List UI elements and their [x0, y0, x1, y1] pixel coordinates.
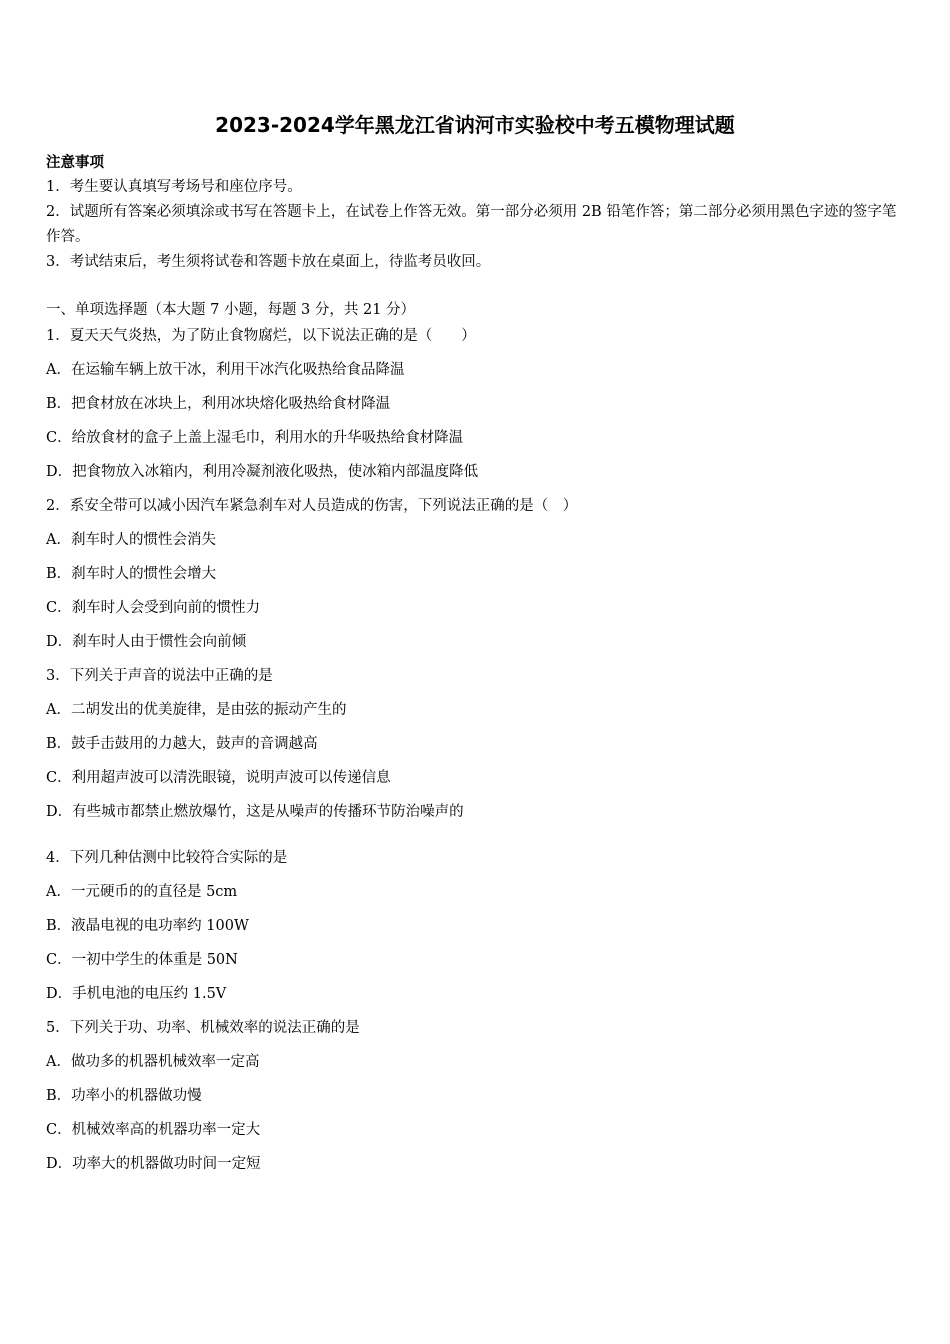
- question-5-stem: 5．下列关于功、功率、机械效率的说法正确的是: [46, 1020, 360, 1036]
- notice-block: [46, 150, 908, 275]
- question-3-option-c: C．利用超声波可以清洗眼镜，说明声波可以传递信息: [46, 770, 391, 786]
- question-1-stem: 1．夏天天气炎热，为了防止食物腐烂，以下说法正确的是（ ）: [46, 328, 476, 344]
- question-1-option-c: C．给放食材的盒子上盖上湿毛巾，利用水的升华吸热给食材降温: [46, 430, 464, 446]
- question-2-option-d: D．刹车时人由于惯性会向前倾: [46, 634, 247, 650]
- notice-item-2: 2．试题所有答案必须填涂或书写在答题卡上，在试卷上作答无效。第一部分必须用 2B 铅笔作答；第二部分必须用黑色字迹的签字笔作答。: [46, 204, 897, 245]
- question-5-option-a: A．做功多的机器机械效率一定高: [46, 1054, 260, 1070]
- notice-heading: 注意事项: [46, 154, 104, 171]
- question-1-option-b: B．把食材放在冰块上，利用冰块熔化吸热给食材降温: [46, 396, 391, 412]
- question-4-stem: 4．下列几种估测中比较符合实际的是: [46, 850, 288, 866]
- question-3-option-a: A．二胡发出的优美旋律，是由弦的振动产生的: [46, 702, 347, 718]
- question-3-option-b: B．鼓手击鼓用的力越大，鼓声的音调越高: [46, 736, 318, 752]
- question-5-option-c: C．机械效率高的机器功率一定大: [46, 1122, 261, 1138]
- question-1-option-d: D．把食物放入冰箱内，利用冷凝剂液化吸热，使冰箱内部温度降低: [46, 464, 479, 480]
- page-title: 2023-2024学年黑龙江省讷河市实验校中考五模物理试题: [215, 113, 735, 137]
- question-4-option-c: C．一初中学生的体重是 50N: [46, 952, 238, 968]
- question-5-option-b: B．功率小的机器做功慢: [46, 1088, 202, 1104]
- question-4-option-d: D．手机电池的电压约 1.5V: [46, 986, 227, 1002]
- question-2-option-c: C．刹车时人会受到向前的惯性力: [46, 600, 261, 616]
- question-4-option-b: B．液晶电视的电功率约 100W: [46, 918, 249, 934]
- question-2-option-a: A．刹车时人的惯性会消失: [46, 532, 216, 548]
- question-4-option-a: A．一元硬币的的直径是 5cm: [46, 884, 238, 900]
- question-2-stem: 2．系安全带可以减小因汽车紧急刹车对人员造成的伤害，下列说法正确的是（ ）: [46, 498, 578, 514]
- section-title: 一、单项选择题（本大题 7 小题，每题 3 分，共 21 分）: [46, 302, 416, 318]
- notice-item-1: 1．考生要认真填写考场号和座位序号。: [46, 179, 302, 195]
- question-3-option-d: D．有些城市都禁止燃放爆竹，这是从噪声的传播环节防治噪声的: [46, 804, 464, 820]
- question-1-option-a: A．在运输车辆上放干冰，利用干冰汽化吸热给食品降温: [46, 362, 405, 378]
- question-3-stem: 3．下列关于声音的说法中正确的是: [46, 668, 273, 684]
- question-2-option-b: B．刹车时人的惯性会增大: [46, 566, 217, 582]
- notice-item-3: 3．考试结束后，考生须将试卷和答题卡放在桌面上，待监考员收回。: [46, 254, 491, 270]
- question-5-option-d: D．功率大的机器做功时间一定短: [46, 1156, 261, 1172]
